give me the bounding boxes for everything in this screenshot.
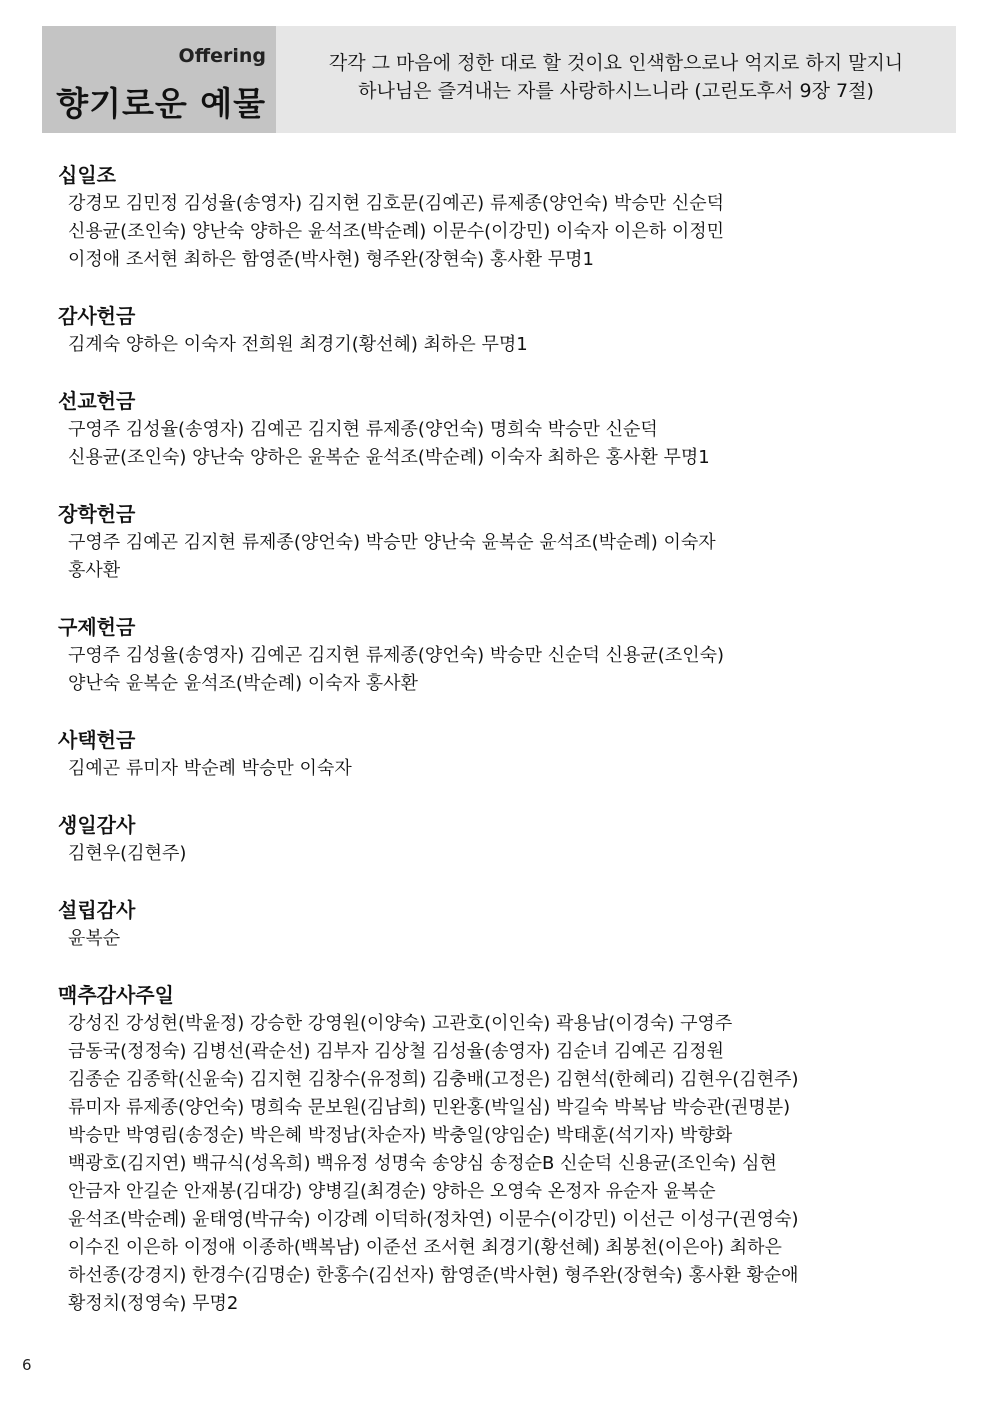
- verse-line: 각각 그 마음에 정한 대로 할 것이요 인색함으로나 억지로 하지 말지니: [328, 51, 904, 74]
- page-number: 6: [22, 1356, 32, 1374]
- section-title: 장학헌금: [58, 502, 136, 526]
- donor-line: 이수진 이은하 이정애 이종하(백복남) 이준선 조서현 최경기(황선혜) 최봉천(이은아) 최하은: [68, 1237, 782, 1258]
- donor-line: 신용균(조인숙) 양난숙 양하은 윤복순 윤석조(박순례) 이숙자 최하은 홍사환 무명1: [68, 447, 710, 468]
- section-title: 감사헌금: [58, 304, 136, 328]
- verse-line: 하나님은 즐겨내는 자를 사랑하시느니라 (고린도후서 9장 7절): [358, 79, 874, 102]
- section-title: 선교헌금: [58, 389, 136, 413]
- donor-line: 이정애 조서현 최하은 함영준(박사현) 형주완(장현숙) 홍사환 무명1: [68, 249, 594, 270]
- section-title: 사택헌금: [58, 728, 136, 752]
- donor-names: [58, 190, 938, 274]
- title-english: Offering: [178, 45, 266, 67]
- donor-names: [58, 642, 938, 698]
- donor-line: 김종순 김종학(신윤숙) 김지현 김창수(유정희) 김충배(고정은) 김현석(한혜리) 김현우(김현주): [68, 1069, 799, 1090]
- section-title: 구제헌금: [58, 615, 136, 639]
- offering-section: [58, 301, 938, 359]
- offering-section: [58, 725, 938, 783]
- donor-line: 양난숙 윤복순 윤석조(박순례) 이숙자 홍사환: [68, 673, 418, 694]
- section-title: 맥추감사주일: [58, 983, 174, 1007]
- offering-list: [58, 160, 938, 1345]
- donor-line: 안금자 안길순 안재봉(김대강) 양병길(최경순) 양하은 오영숙 온정자 유순자 윤복순: [68, 1181, 716, 1202]
- donor-line: 강성진 강성현(박윤정) 강승한 강영원(이양숙) 고관호(이인숙) 곽용남(이경숙) 구영주: [68, 1013, 733, 1034]
- donor-line: 금동국(정정숙) 김병선(곽순선) 김부자 김상철 김성율(송영자) 김순녀 김예곤 김정원: [68, 1041, 724, 1062]
- offering-section: [58, 386, 938, 472]
- offering-section: [58, 895, 938, 953]
- donor-names: [58, 1010, 938, 1318]
- donor-names: [58, 755, 938, 783]
- donor-line: 신용균(조인숙) 양난숙 양하은 윤석조(박순례) 이문수(이강민) 이숙자 이은하 이정민: [68, 221, 724, 242]
- offering-section: [58, 499, 938, 585]
- donor-line: 강경모 김민정 김성율(송영자) 김지현 김호문(김예곤) 류제종(양언숙) 박승만 신순덕: [68, 193, 724, 214]
- offering-header: [42, 26, 956, 133]
- donor-names: [58, 529, 938, 585]
- donor-names: [58, 840, 938, 868]
- offering-section: [58, 160, 938, 274]
- section-title: 설립감사: [58, 898, 136, 922]
- donor-line: 류미자 류제종(양언숙) 명희숙 문보원(김남희) 민완홍(박일심) 박길숙 박복남 박승관(권명분): [68, 1097, 791, 1118]
- donor-line: 윤석조(박순례) 윤태영(박규숙) 이강례 이덕하(정차연) 이문수(이강민) 이선근 이성구(권영숙): [68, 1209, 799, 1230]
- scripture-verse: [276, 26, 956, 133]
- donor-line: 하선종(강경지) 한경수(김명순) 한홍수(김선자) 함영준(박사현) 형주완(장현숙) 홍사환 황순애: [68, 1265, 799, 1286]
- donor-line: 김예곤 류미자 박순례 박승만 이숙자: [68, 758, 352, 779]
- donor-line: 김현우(김현주): [68, 843, 187, 864]
- offering-section: [58, 612, 938, 698]
- offering-section: [58, 810, 938, 868]
- donor-line: 홍사환: [68, 560, 121, 581]
- donor-line: 김계숙 양하은 이숙자 전희원 최경기(황선혜) 최하은 무명1: [68, 334, 528, 355]
- donor-line: 윤복순: [68, 928, 121, 949]
- donor-line: 구영주 김성율(송영자) 김예곤 김지현 류제종(양언숙) 명희숙 박승만 신순덕: [68, 419, 658, 440]
- donor-names: [58, 416, 938, 472]
- offering-section: [58, 980, 938, 1318]
- donor-names: [58, 331, 938, 359]
- donor-line: 구영주 김성율(송영자) 김예곤 김지현 류제종(양언숙) 박승만 신순덕 신용균(조인숙): [68, 645, 724, 666]
- donor-line: 황정치(정영숙) 무명2: [68, 1293, 239, 1314]
- donor-line: 구영주 김예곤 김지현 류제종(양언숙) 박승만 양난숙 윤복순 윤석조(박순례) 이숙자: [68, 532, 716, 553]
- title-korean: 향기로운 예물: [56, 84, 266, 123]
- donor-line: 백광호(김지연) 백규식(성옥희) 백유정 성명숙 송양심 송정순B 신순덕 신용균(조인숙) 심현: [68, 1153, 777, 1174]
- section-title: 십일조: [58, 163, 116, 187]
- donor-line: 박승만 박영림(송정순) 박은혜 박정남(차순자) 박충일(양임순) 박태훈(석기자) 박향화: [68, 1125, 733, 1146]
- header-title-block: [42, 26, 276, 133]
- donor-names: [58, 925, 938, 953]
- section-title: 생일감사: [58, 813, 136, 837]
